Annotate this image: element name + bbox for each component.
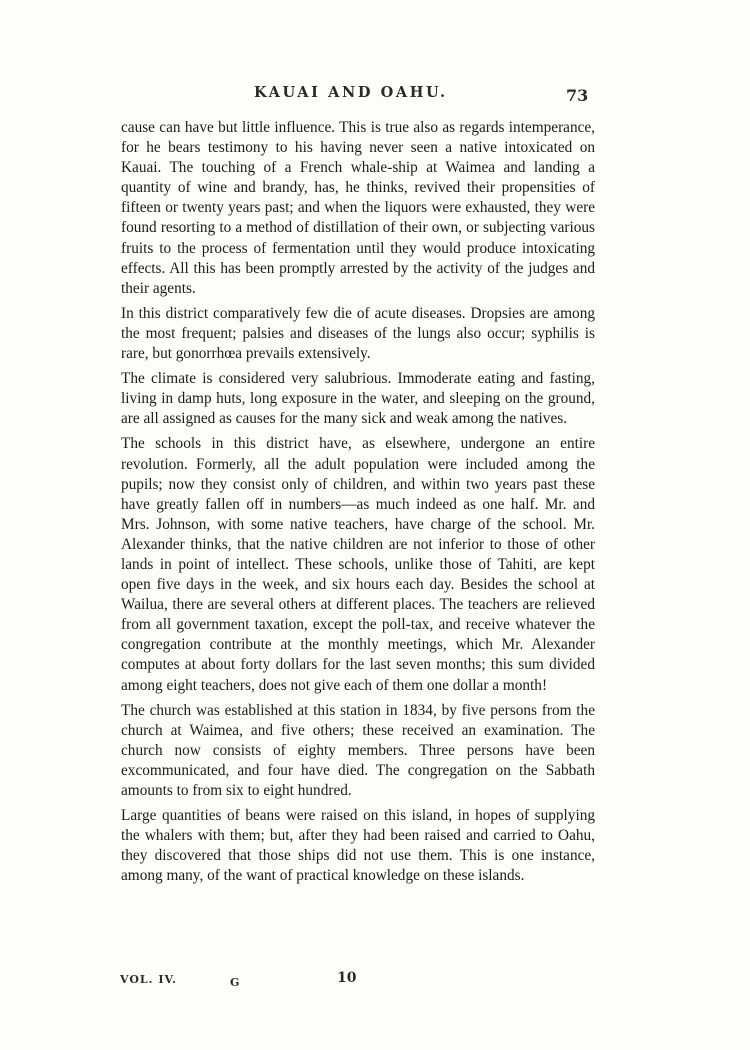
- paragraph-climate: The climate is considered very salubrious. Immoderate eating and fasting, living in damp huts, long exposure in the water, and sleeping on the ground, are all assigned as causes for the many sick and weak among the natives.: [121, 370, 595, 428]
- footer-signature: G: [230, 976, 240, 989]
- body-text: [121, 118, 595, 891]
- paragraph-beans: Large quantities of beans were raised on this island, in hopes of supplying the whalers with them; but, after they had been raised and carried to Oahu, they discovered that those ships did not use them. This is one instance, among many, of the want of practical knowledge on these islands.: [121, 807, 595, 885]
- footer-volume: VOL. IV.: [120, 973, 177, 986]
- footer-number: 10: [337, 970, 357, 986]
- page-number: 73: [566, 86, 589, 105]
- running-head: KAUAI AND OAHU.: [254, 84, 448, 101]
- paragraph-church: The church was established at this station in 1834, by five persons from the church at Waimea, and five others; these received an examination. The church now consists of eighty members. Three persons have been excommunicated, and four have died. The congregation on the Sabbath amounts to from six to eight hundred.: [121, 701, 595, 799]
- paragraph-schools: The schools in this district have, as elsewhere, undergone an entire revolution. Formerly, all the adult population were included among the pupils; now they consist only of children, and within two years past these have greatly fallen off in numbers—as much indeed as one half. Mr. and Mrs. Johnson, with some native teachers, have charge of the school. Mr. Alexander thinks, that the native children are not inferior to those of other lands in point of intellect. These schools, unlike those of Tahiti, are kept open five days in the week, and six hours each day. Besides the school at Wailua, there are several others at different places. The teachers are relieved from all government taxation, except the poll-tax, and receive whatever the congregation contribute at the monthly meetings, which Mr. Alexander computes at about forty dollars for the last seven months; this sum divided among eight teachers, does not give each of them one dollar a month!: [121, 435, 595, 694]
- paragraph-diseases: In this district comparatively few die of acute diseases. Dropsies are among the most frequent; palsies and diseases of the lungs also occur; syphilis is rare, but gonorrhœa prevails extensively.: [121, 304, 595, 363]
- paragraph-intemperance: cause can have but little influence. This is true also as regards intemperance, for he bears testimony to his having never seen a native intoxicated on Kauai. The touching of a French whale-ship at Waimea and landing a quantity of wine and brandy, has, he thinks, revived their propensities of fifteen or twenty years past; and when the liquors were exhausted, they were found resorting to a method of distillation of their own, or subjecting various fruits to the process of fermentation until they would produce intoxicating effects. All this has been promptly arrested by the activity of the judges and their agents.: [121, 119, 595, 297]
